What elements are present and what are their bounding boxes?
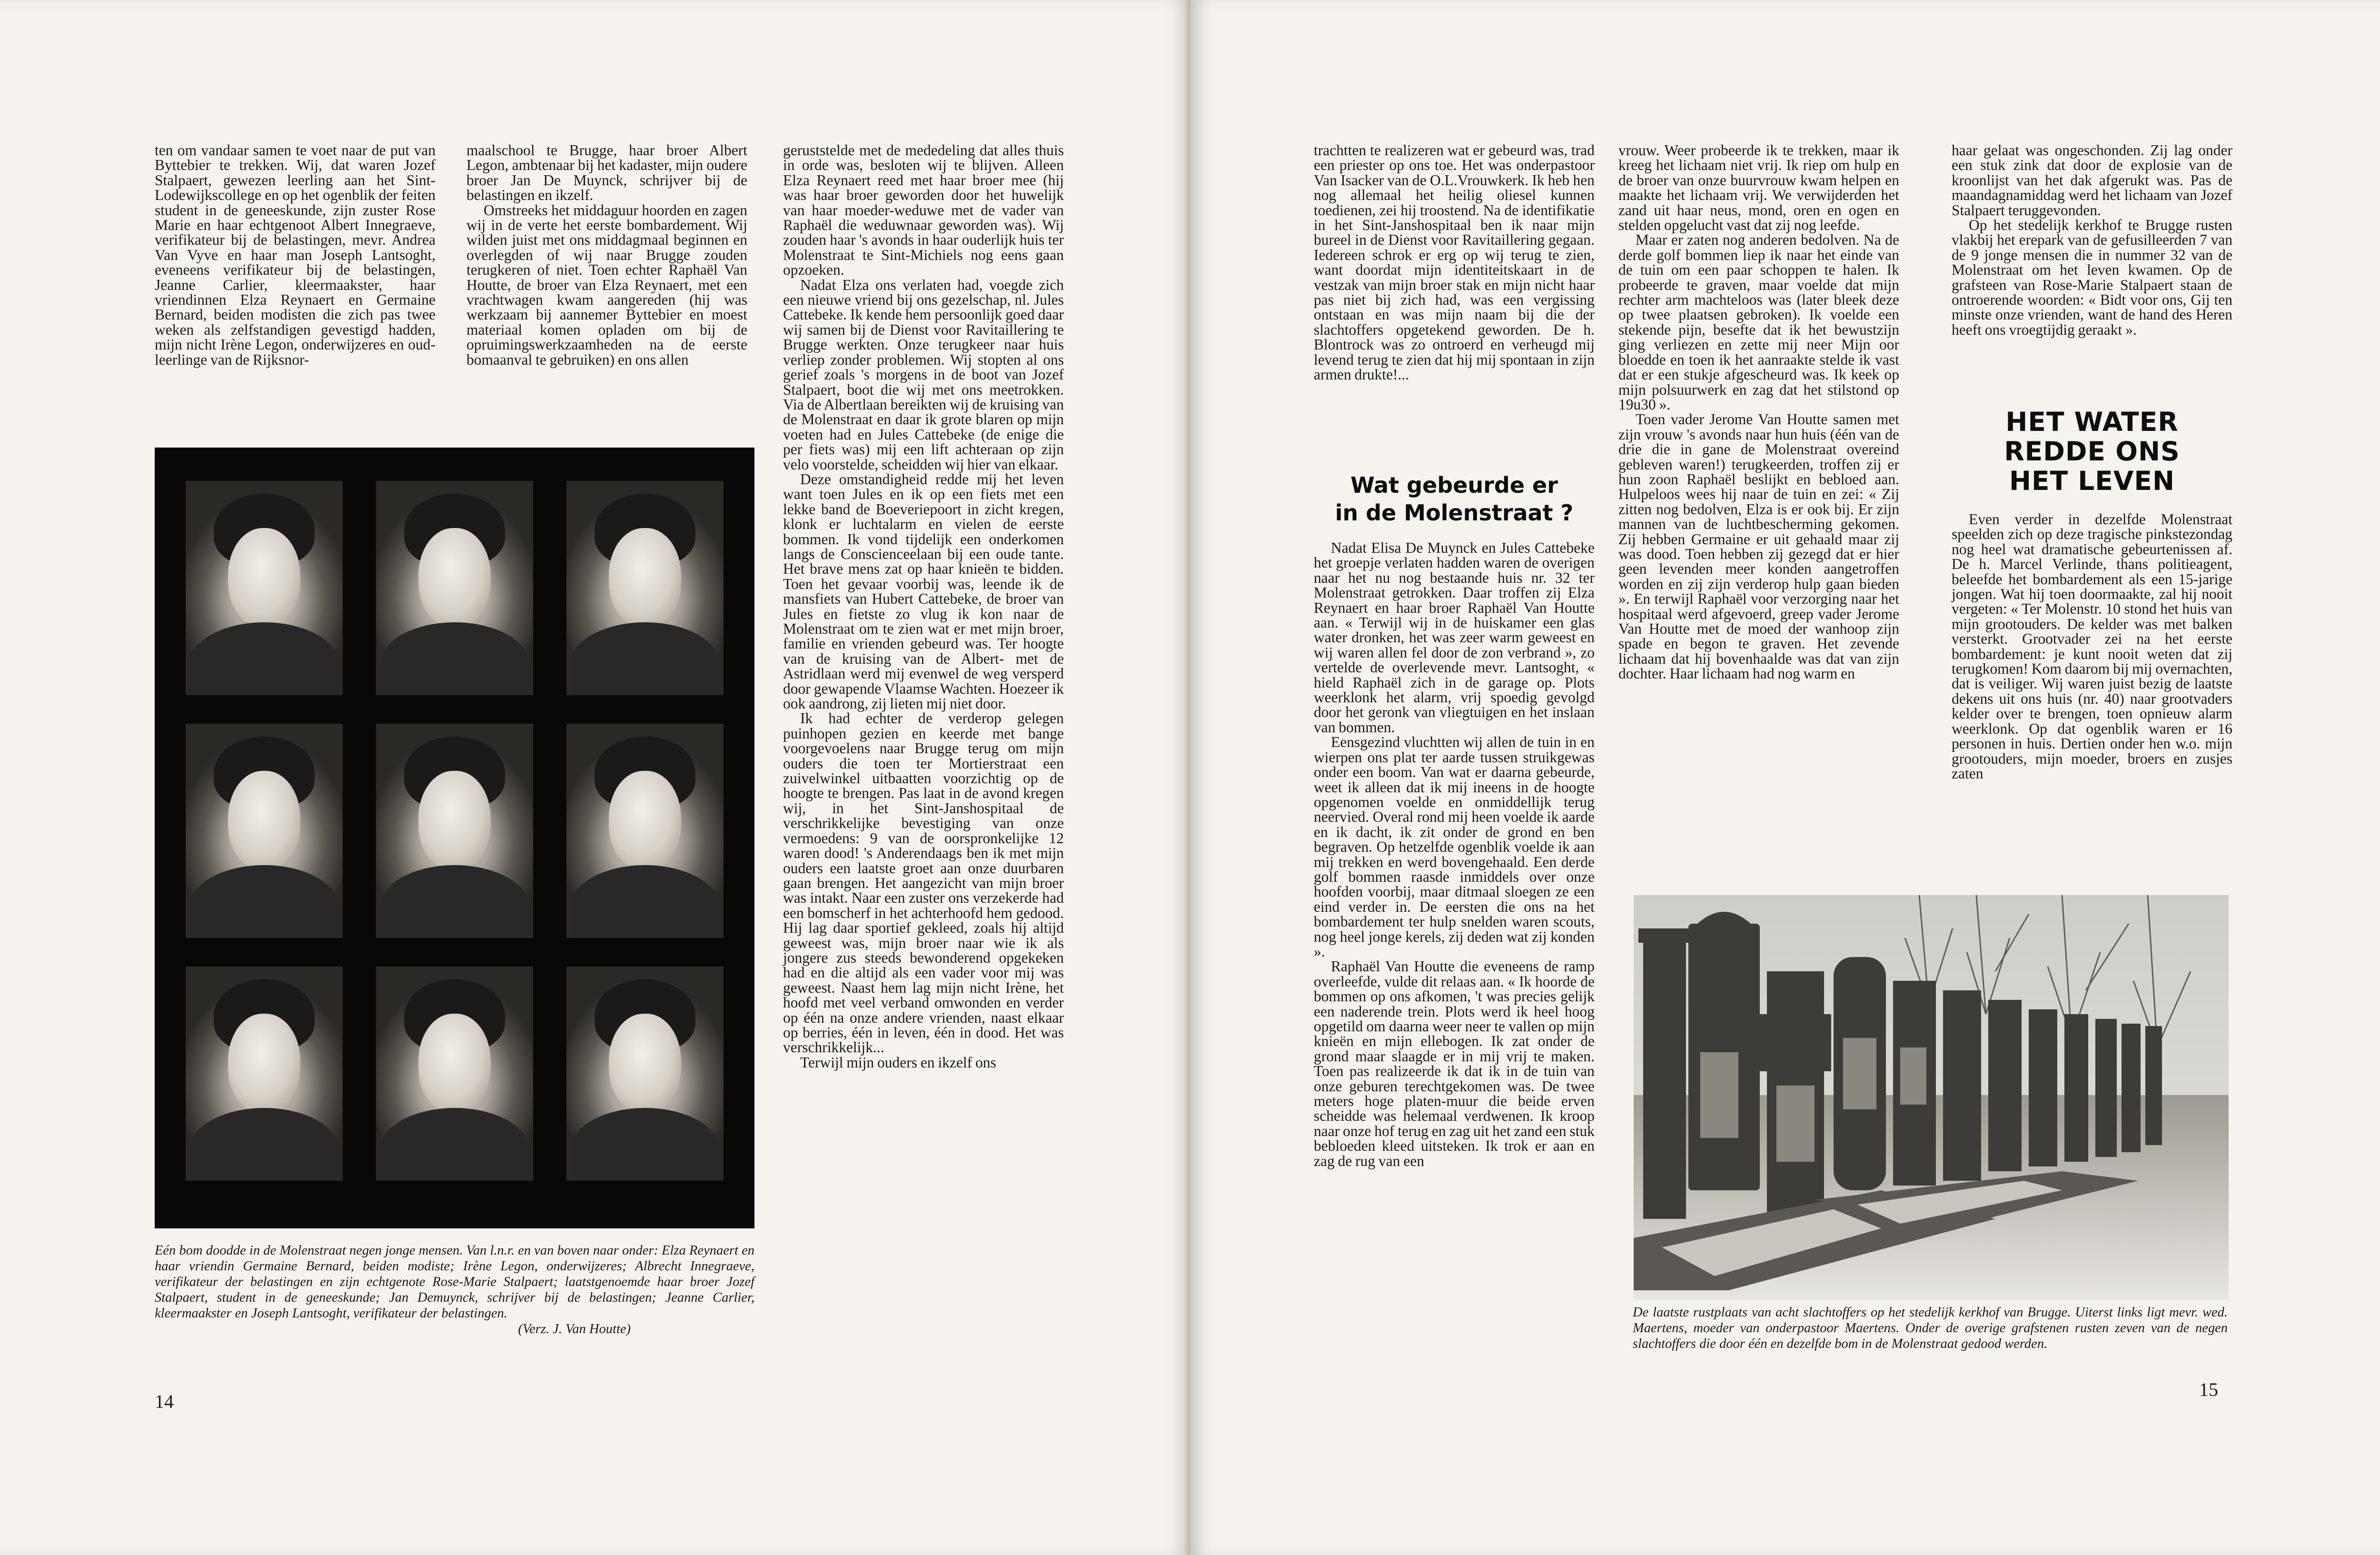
right-column-1-top — [1314, 143, 1595, 448]
portrait-credit: (Verz. J. Van Houtte) — [518, 1322, 631, 1336]
paragraph: Ik had echter de verderop gelegen puinhopen gezien en keerde met bange voorgevoelens naar Brugge terug om mijn ouders die toen ter Mortierstraat een zuivelwinkel uitbaatten voorzichtig op de hoogte te brengen. Pas laat in de avond kregen wij, in het Sint-Janshospitaal de verschrikkelijke bevestiging van onze vermoedens: 9 van de oorspronkelijke 12 waren dood! 's Anderendaags ben ik met mijn ouders een laatste groet aan onze duurbaren gaan brengen. Het aangezicht van mijn broer was intakt. Naar een zuster ons verzekerde had een bomscherf in het achterhoofd hem gedood. Hij lag daar sportief gekleed, zoals hij altijd geweest was, mijn broer naar wie ik als jongere zus steeds bewonderend opgekeken had en die altijd als een vader voor mij was geweest. Naast hem lag mijn nicht Irène, het hoofd met veel verband omwonden en verder op één na onze andere vrienden, naast elkaar op berries, één in leven, één in dood. Het was verschrikkelijk... — [783, 710, 1064, 1056]
paragraph: Op het stedelijk kerkhof te Brugge rusten vlakbij het erepark van de gefusilleerden 7 van de 9 jonge mensen die in nummer 32 van de Molenstraat om het leven kwamen. Op de grafsteen van Rose-Marie Stalpaert staan de ontroerende woorden: « Bidt voor ons, Gij ten minste onze vrienden, want de hand des Heren heeft ons vroegtijdig geraakt ». — [1952, 217, 2232, 338]
paragraph: Raphaël Van Houtte die eveneens de ramp overleefde, vulde dit relaas aan. « Ik hoorde de bommen op ons afkomen, 't was precies gelijk een naderende trein. Plots werd ik heel hoog opgetild om daarna weer neer te vallen op mijn knieën en mijn ellebogen. Ik zat onder de grond maar slaagde er in mij vrij te maken. Toen pas realizeerde ik dat ik in de tuin van onze geburen terechtgekomen was. De twee meters hoge platen-muur die beide erven scheidde was helemaal verdwenen. Ik kroop naar onze hof terug en zag uit het zand een stuk bebloeden kleed uitsteken. Ik trok er aan en zag de rug van een — [1314, 958, 1595, 1169]
section-heading-water — [1952, 407, 2232, 496]
right-column-2 — [1618, 143, 1899, 867]
left-column-2 — [466, 143, 747, 429]
paragraph: ten om vandaar samen te voet naar de put van Byttebier te trekken. Wij, dat waren Jozef Stalpaert, gewezen leerling aan het Sint-Lodewijkscollege en op het ogenblik der feiten student in de geneeskunde, zijn zuster Rose Marie en haar echtgenoot Albert Innegraeve, verifikateur bij de belastingen, mevr. Andrea Van Vyve en haar man Joseph Lantsoght, eveneens verifikateur bij de belastingen, Jeanne Carlier, kleermaakster, haar vriendinnen Elza Reynaert en Germaine Bernard, beiden modisten die zich pas twee weken als zelfstandigen gevestigd hadden, mijn nicht Irène Legon, onderwijzeres en oud-leerlinge van de Rijksnor- — [155, 142, 436, 368]
heading-line: HET LEVEN — [2009, 466, 2175, 496]
paragraph: Eensgezind vluchtten wij allen de tuin in en wierpen ons plat ter aarde tussen struikgewas onder een boom. Van wat er daarna gebeurde, weet ik alleen dat ik mij ineens in de hoogte opgenomen voelde en onmiddellijk terug neervied. Overal rond mij heen voelde ik aarde en ik dacht, ik zit onder de grond en ben begraven. Op hetzelfde ogenblik voelde ik aan mij trekken en werd bovengehaald. Een derde golf bommen raasde inmiddels over onze hoofden voorbij, maar ditmaal sloegen ze een eind verder in. De eersten die ons na het bombardement ter hulp snelden waren scouts, nog heel jonge kerels, zij deden wat zij konden ». — [1314, 734, 1595, 960]
heading-line: in de Molenstraat ? — [1335, 500, 1574, 526]
portrait-grid — [155, 448, 754, 1228]
section-heading-molenstraat — [1314, 471, 1595, 527]
portrait-photo — [376, 967, 533, 1181]
paragraph: Toen vader Jerome Van Houtte samen met zijn vrouw 's avonds naar hun huis (één van de drie die in gane de Molenstraat overeind gebleven waren!) terugkeerden, troffen zij er hun zoon Raphaël beslijkt en bebloed aan. Hulpeloos wees hij naar de tuin en zei: « Zij zitten nog bedolven, Elza is er ook bij. Er zijn mannen van de luchtbescherming gekomen. Zij hebben Germaine er uit gehaald maar zij was dood. Toen hebben zij gezegd dat er hier geen levenden meer konden aangetroffen worden en zij zijn verderop hulp gaan bieden ». En terwijl Raphaël voor verzorging naar het hospitaal werd afgevoerd, greep vader Jerome Van Houtte met de moed der wanhoop zijn spade en begon te graven. Het zevende lichaam dat hij bovenhaalde was dat van zijn dochter. Haar lichaam had nog warm en — [1618, 411, 1899, 682]
paragraph: Maar er zaten nog anderen bedolven. Na de derde golf bommen liep ik naar het einde van de tuin om een paar schoppen te halen. Ik probeerde te graven, maar voelde dat mijn rechter arm machteloos was (later bleek deze op twee plaatsen gebroken). Ik voelde een stekende pijn, besefte dat ik het bewustzijn ging verliezen en zette mij neer Mijn oor bloedde en toen ik het aanraakte stelde ik vast dat er een stukje afgescheurd was. Ik keek op mijn polsuurwerk en zag dat het stilstond op 19u30 ». — [1618, 231, 1899, 413]
paragraph: trachtten te realizeren wat er gebeurd was, trad een priester op ons toe. Het was onderpastoor Van Isacker van de O.L.Vrouwkerk. Ik heb hen nog allemaal het heilig oliesel kunnen toedienen, zei hij troostend. Na de identifikatie in het Sint-Janshospitaal ben ik naar mijn bureel in de Dienst voor Ravitaillering gegaan. Iedereen schrok er erg op wij terug te zien, want doordat mijn identiteitskaart in de vestzak van mijn broer stak en mijn nicht haar pas niet bij zich had, was een vergissing ontstaan en was mijn naam bij die der slachtoffers opgetekend geworden. De h. Blontrock was zo ontroerd en verheugd mij levend terug te zien dat hij mij spontaan in zijn armen drukte!... — [1314, 142, 1595, 383]
cemetery-caption: De laatste rustplaats van acht slachtoffers op het stedelijk kerkhof van Brugge. Uiterst links ligt mevr. wed. Maertens, moeder van onderpastoor Maertens. Onder de overige grafstenen rusten zeven van de negen slachtoffers die door één en dezelfde bom in de Molenstraat gedood werden. — [1633, 1305, 2228, 1351]
paragraph: Omstreeks het middaguur hoorden en zagen wij in de verte het eerste bombardement. Wij wilden juist met ons middagmaal beginnen en overlegden of wij naar Brugge zouden terugkeren of niet. Toen echter Raphaël Van Houtte, de broer van Elza Reynaert, met een vrachtwagen kwam aangereden (hij was werkzaam bij aannemer Byttebier en moest materiaal komen opladen om bij de opruimingswerkzaamheden na de eerste bomaanval te gebruiken) en ons allen — [466, 201, 747, 368]
paragraph: maalschool te Brugge, haar broer Albert Legon, ambtenaar bij het kadaster, mijn oudere broer Jan De Muynck, schrijver bij de belastingen en ikzelf. — [466, 142, 747, 204]
portrait-photo — [186, 724, 343, 938]
heading-line: REDDE ONS — [2004, 436, 2180, 467]
heading-line: Wat gebeurde er — [1350, 472, 1558, 498]
paragraph: Nadat Elisa De Muynck en Jules Cattebeke het groepje verlaten hadden waren de overigen naar het nu nog bestaande huis nr. 32 ter Molenstraat getrokken. Daar troffen zij Elza Reynaert en haar broer Raphaël Van Houtte aan. « Terwijl wij in de huiskamer een glas water dronken, het was zeer warm geweest en wij waren allen fel door de zon verbrand », zo vertelde de overlevende mevr. Lantsoght, « hield Raphaël zich in de garage op. Plots weerklonk het alarm, vrij spoedig gevolgd door het geronk van vliegtuigen en het inslaan van bommen. — [1314, 539, 1595, 736]
right-column-1-bottom — [1314, 540, 1595, 1364]
left-column-3 — [783, 143, 1064, 1366]
page-number-left: 14 — [155, 1391, 174, 1412]
portrait-photo — [566, 724, 724, 938]
page-number-right: 15 — [2199, 1379, 2218, 1400]
right-column-3-bottom — [1952, 512, 2232, 874]
paragraph: Deze omstandigheid redde mij het leven want toen Jules en ik op een fiets met een lekke band de Boeveriepoort in zicht kregen, klonk er luchtalarm en vielen de eerste bommen. Ik vond tijdelijk een onderkomen langs de Conscienceelaan bij een oude tante. Het brave mens zat op haar knieën te bidden. Toen het gevaar voorbij was, leende ik de mansfiets van Hubert Cattebeke, de broer van Jules en fietste zo vlug ik kon naar de Molenstraat om te zien wat er met mijn broer, familie en vrienden gebeurd was. Ter hoogte van de kruising van de Albert- met de Astridlaan werd mij evenwel de weg versperd door gewapende Vlaamse Wachten. Hoezeer ik ook aandrong, zij lieten mij niet door. — [783, 470, 1064, 712]
paragraph: geruststelde met de mededeling dat alles thuis in orde was, besloten wij te blijven. Alleen Elza Reynaert reed met haar broer mee (hij was haar broer geworden door het huwelijk van haar moeder-weduwe met de vader van Raphaël die weduwnaar geworden was). Wij zouden haar 's avonds in haar ouderlijk huis ter Molenstraat te Sint-Michiels nog eens gaan opzoeken. — [783, 142, 1064, 279]
right-page — [1190, 0, 2380, 1555]
portrait-photo — [566, 967, 724, 1181]
paragraph: vrouw. Weer probeerde ik te trekken, maar ik kreeg het lichaam niet vrij. Ik riep om hulp en de broer van onze buurvrouw kwam helpen en maakte het lichaam vrij. We verwijderden het zand uit haar neus, mond, oren en ogen en stelden opgelucht vast dat zij nog leefde. — [1618, 142, 1899, 234]
paragraph: Nadat Elza ons verlaten had, voegde zich een nieuwe vriend bij ons gezelschap, nl. Jules Cattebeke. Ik kende hem persoonlijk goed daar wij samen bij de Dienst voor Ravitaillering te Brugge werkten. Onze terugkeer naar huis verliep zonder problemen. Wij stopten al ons gerief zoals 's morgens in de boot van Jozef Stalpaert, boot die wij met ons meetrokken. Via de Albertlaan bereikten wij de kruising van de Molenstraat en daar ik grote blaren op mijn voeten had en Jules Cattebeke (de enige die per fiets was) mij een lift achteraan op zijn velo voorstelde, scheidden wij hier van elkaar. — [783, 276, 1064, 473]
paragraph: haar gelaat was ongeschonden. Zij lag onder een stuk zink dat door de explosie van de kroonlijst van het dak afgerukt was. Pas de maandagnamiddag werd het lichaam van Jozef Stalpaert teruggevonden. — [1952, 142, 2232, 219]
heading-line: HET WATER — [2005, 407, 2179, 437]
portrait-photo — [566, 481, 724, 695]
portrait-photo — [376, 724, 533, 938]
portrait-photo — [186, 481, 343, 695]
portrait-photo — [186, 967, 343, 1181]
right-column-3-top — [1952, 143, 2232, 390]
paragraph: Terwijl mijn ouders en ikzelf ons — [800, 1054, 996, 1071]
portrait-caption-text: Eén bom doodde in de Molenstraat negen jonge mensen. Van l.n.r. en van boven naar onder: Elza Reynaert en haar vriendin Germaine Bernard, beiden modiste; Irène Legon, onderwijzeres; Albrecht Innegraeve, verifikateur der belastingen en zijn echtgenote Rose-Marie Stalpaert; laatstgenoemde haar broer Jozef Stalpaert, student in de geneeskunde; Jan Demuynck, schrijver bij de belastingen; Jeanne Carlier, kleermaakster en Joseph Lantsoght, verifikateur der belastingen. — [155, 1243, 754, 1321]
paragraph: Even verder in dezelfde Molenstraat speelden zich op deze tragische pinkstezondag nog heel wat dramatische gebeurtenissen af. De h. Marcel Verlinde, thans politieagent, beleefde het bombardement als een 15-jarige jongen. Wat hij toen doormaakte, zal hij nooit vergeten: « Ter Molenstr. 10 stond het huis van mijn grootouders. De kelder was met balken versterkt. Grootvader zei na het eerste bombardement: je kunt nooit weten dat zij terugkomen! Kom daarom bij mij overnachten, dat is veiliger. Wij waren juist bezig de laatste dekens uit ons huis (nr. 40) naar grootvaders kelder over te brengen, toen opnieuw alarm weerklonk. Op dat ogenblik waren er 16 personen in huis. Dertien onder hen w.o. mijn grootouders, mijn moeder, broers en zusjes zaten — [1952, 511, 2232, 782]
left-column-1 — [155, 143, 436, 429]
portrait-photo — [376, 481, 533, 695]
cemetery-photo — [1634, 895, 2229, 1300]
portrait-caption — [155, 1243, 754, 1337]
